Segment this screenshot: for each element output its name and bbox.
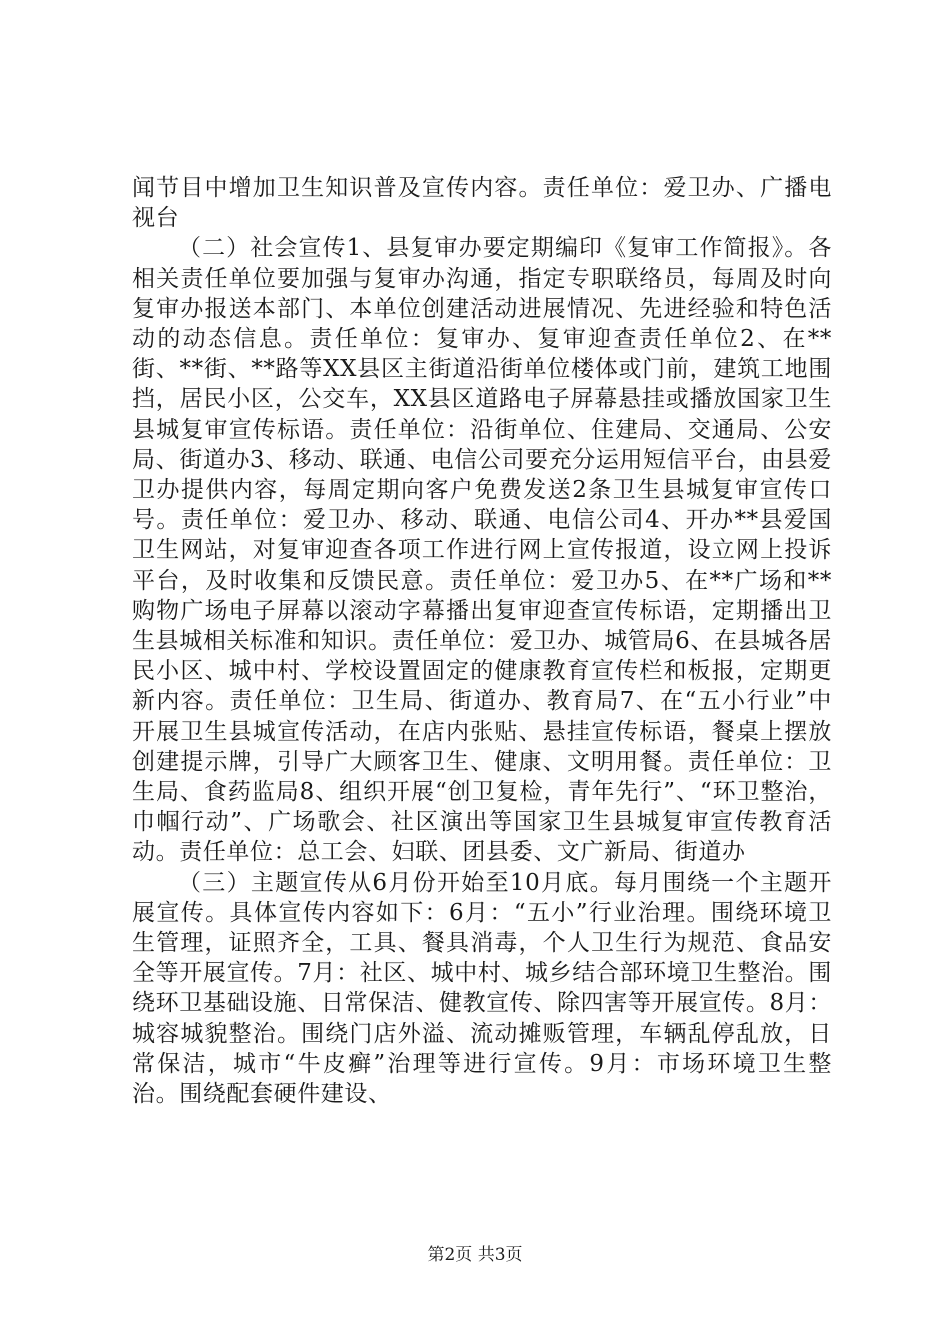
document-body <box>132 173 832 1109</box>
paragraph-continuation: 闻节目中增加卫生知识普及宣传内容。责任单位：爱卫办、广播电视台 <box>132 175 832 232</box>
paragraph-social-publicity: （二）社会宣传1、县复审办要定期编印《复审工作简报》。各相关责任单位要加强与复审办沟通，指定专职联络员，每周及时向复审办报送本部门、本单位创建活动进展情况、先进经验和特色活动的动态信息。责任单位：复审办、复审迎查责任单位2、在**街、**街、**路等XX县区主街道沿街单位楼体或门前，建筑工地围挡，居民小区，公交车，XX县区道路电子屏幕悬挂或播放国家卫生县城复审宣传标语。责任单位：沿街单位、住建局、交通局、公安局、街道办3、移动、联通、电信公司要充分运用短信平台，由县爱卫办提供内容，每周定期向客户免费发送2条卫生县城复审宣传口号。责任单位：爱卫办、移动、联通、电信公司4、开办**县爱国卫生网站，对复审迎查各项工作进行网上宣传报道，设立网上投诉平台，及时收集和反馈民意。责任单位：爱卫办5、在**广场和**购物广场电子屏幕以滚动字幕播出复审迎查宣传标语，定期播出卫生县城相关标准和知识。责任单位：爱卫办、城管局6、在县城各居民小区、城中村、学校设置固定的健康教育宣传栏和板报，定期更新内容。责任单位：卫生局、街道办、教育局7、在“五小行业”中开展卫生县城宣传活动，在店内张贴、悬挂宣传标语，餐桌上摆放创建提示牌，引导广大顾客卫生、健康、文明用餐。责任单位：卫生局、食药监局8、组织开展“创卫复检，青年先行”、“环卫整治，巾帼行动”、广场歌会、社区演出等国家卫生县城复审宣传教育活动。责任单位：总工会、妇联、团县委、文广新局、街道办 <box>132 235 832 866</box>
page-number-footer: 第2页 共3页 <box>427 1245 523 1265</box>
paragraph-theme-publicity: （三）主题宣传从6月份开始至10月底。每月围绕一个主题开展宣传。具体宣传内容如下：6月：“五小”行业治理。围绕环境卫生管理，证照齐全，工具、餐具消毒，个人卫生行为规范、食品安全等开展宣传。7月：社区、城中村、城乡结合部环境卫生整治。围绕环卫基础设施、日常保洁、健教宣传、除四害等开展宣传。8月：城容城貌整治。围绕门店外溢、流动摊贩管理，车辆乱停乱放，日常保洁，城市“牛皮癣”治理等进行宣传。9月：市场环境卫生整治。围绕配套硬件建设、 <box>132 869 832 1108</box>
